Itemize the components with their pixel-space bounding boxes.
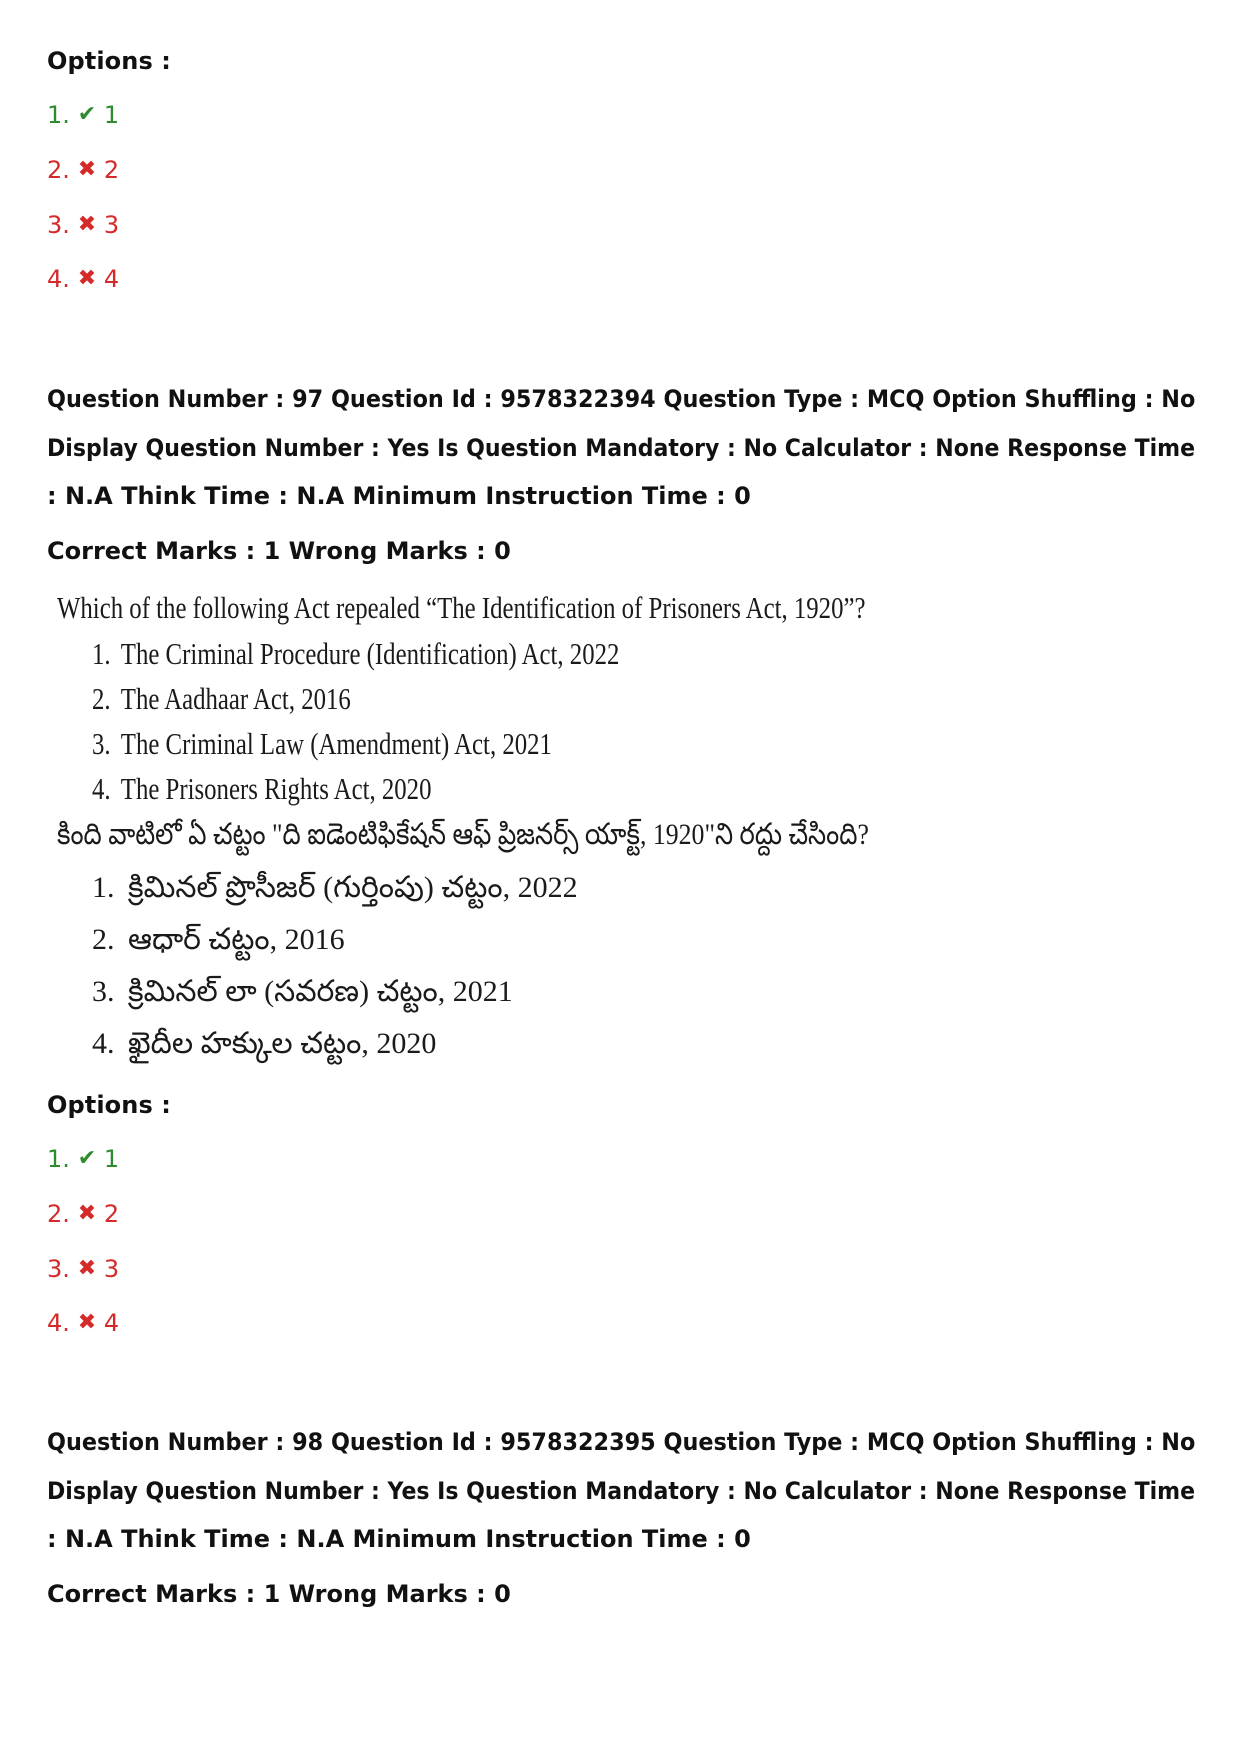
option-value: 2 bbox=[103, 1200, 120, 1228]
choice-number: 4. bbox=[92, 1027, 115, 1060]
option-4 bbox=[47, 264, 119, 294]
option-value: 2 bbox=[103, 156, 120, 184]
option-value: 3 bbox=[103, 1255, 120, 1283]
marks-line: Correct Marks : 1 Wrong Marks : 0 bbox=[47, 537, 511, 565]
cross-icon: ✖ bbox=[77, 266, 97, 291]
option-value: 4 bbox=[103, 265, 120, 293]
choice-number: 2. bbox=[92, 923, 115, 956]
option-number: 4. bbox=[47, 265, 70, 293]
option-number: 2. bbox=[47, 1200, 70, 1228]
choice-text: The Criminal Procedure (Identification) Act, 2022 bbox=[120, 636, 620, 671]
option-value: 4 bbox=[103, 1309, 120, 1337]
question-meta-line: : N.A Think Time : N.A Minimum Instruction Time : 0 bbox=[47, 482, 751, 510]
option-number: 3. bbox=[47, 1255, 70, 1283]
option-3 bbox=[47, 210, 119, 240]
marks-line: Correct Marks : 1 Wrong Marks : 0 bbox=[47, 1580, 511, 1608]
choice-number: 4. bbox=[92, 771, 111, 806]
question-meta-line: Display Question Number : Yes Is Question Mandatory : No Calculator : None Response Time bbox=[47, 434, 1196, 462]
choice-text: The Aadhaar Act, 2016 bbox=[120, 681, 351, 716]
cross-icon: ✖ bbox=[77, 1310, 97, 1335]
question-meta-line: Question Number : 98 Question Id : 9578322395 Question Type : MCQ Option Shuffling : No bbox=[47, 1428, 1196, 1456]
choice-en-3 bbox=[92, 724, 552, 764]
choice-text: The Criminal Law (Amendment) Act, 2021 bbox=[120, 726, 552, 761]
cross-icon: ✖ bbox=[77, 1256, 97, 1281]
option-2 bbox=[47, 1199, 119, 1229]
option-number: 3. bbox=[47, 211, 70, 239]
choice-en-4 bbox=[92, 769, 431, 809]
choice-te-3 bbox=[92, 972, 513, 1012]
check-icon: ✔ bbox=[77, 102, 97, 127]
option-4 bbox=[47, 1308, 119, 1338]
cross-icon: ✖ bbox=[77, 1201, 97, 1226]
option-2 bbox=[47, 155, 119, 185]
choice-text: ఆధార్ చట్టం, 2016 bbox=[128, 923, 345, 956]
option-value: 1 bbox=[103, 1145, 120, 1173]
choice-text: క్రిమినల్ లా (సవరణ) చట్టం, 2021 bbox=[128, 975, 513, 1008]
choice-number: 3. bbox=[92, 726, 111, 761]
choice-number: 3. bbox=[92, 975, 115, 1008]
option-1 bbox=[47, 100, 119, 130]
option-number: 2. bbox=[47, 156, 70, 184]
question-meta-line: : N.A Think Time : N.A Minimum Instruction Time : 0 bbox=[47, 1525, 751, 1553]
option-value: 1 bbox=[103, 101, 120, 129]
options-heading: Options : bbox=[47, 1091, 171, 1119]
choice-en-2 bbox=[92, 679, 351, 719]
question-meta-line: Question Number : 97 Question Id : 9578322394 Question Type : MCQ Option Shuffling : No bbox=[47, 385, 1196, 413]
options-heading: Options : bbox=[47, 47, 171, 75]
choice-number: 1. bbox=[92, 871, 115, 904]
option-3 bbox=[47, 1254, 119, 1284]
option-number: 1. bbox=[47, 1145, 70, 1173]
choice-te-1 bbox=[92, 868, 578, 908]
cross-icon: ✖ bbox=[77, 212, 97, 237]
choice-number: 1. bbox=[92, 636, 111, 671]
question-meta-line: Display Question Number : Yes Is Question Mandatory : No Calculator : None Response Time bbox=[47, 1477, 1196, 1505]
choice-text: ఖైదీల హక్కుల చట్టం, 2020 bbox=[128, 1027, 437, 1060]
option-1 bbox=[47, 1144, 119, 1174]
question-text-telugu: కింది వాటిలో ఏ చట్టం "ది ఐడెంటిఫికేషన్ ఆఫ్ ప్రిజనర్స్ యాక్ట్, 1920"ని రద్దు చేసింది? bbox=[57, 818, 869, 851]
choice-te-4 bbox=[92, 1024, 436, 1064]
choice-te-2 bbox=[92, 920, 345, 960]
choice-en-1 bbox=[92, 634, 619, 674]
choice-text: The Prisoners Rights Act, 2020 bbox=[120, 771, 432, 806]
option-number: 1. bbox=[47, 101, 70, 129]
choice-number: 2. bbox=[92, 681, 111, 716]
choice-text: క్రిమినల్ ప్రొసీజర్ (గుర్తింపు) చట్టం, 2022 bbox=[128, 871, 578, 904]
option-value: 3 bbox=[103, 211, 120, 239]
option-number: 4. bbox=[47, 1309, 70, 1337]
check-icon: ✔ bbox=[77, 1146, 97, 1171]
cross-icon: ✖ bbox=[77, 157, 97, 182]
question-text-english: Which of the following Act repealed “The Identification of Prisoners Act, 1920”? bbox=[57, 590, 866, 625]
